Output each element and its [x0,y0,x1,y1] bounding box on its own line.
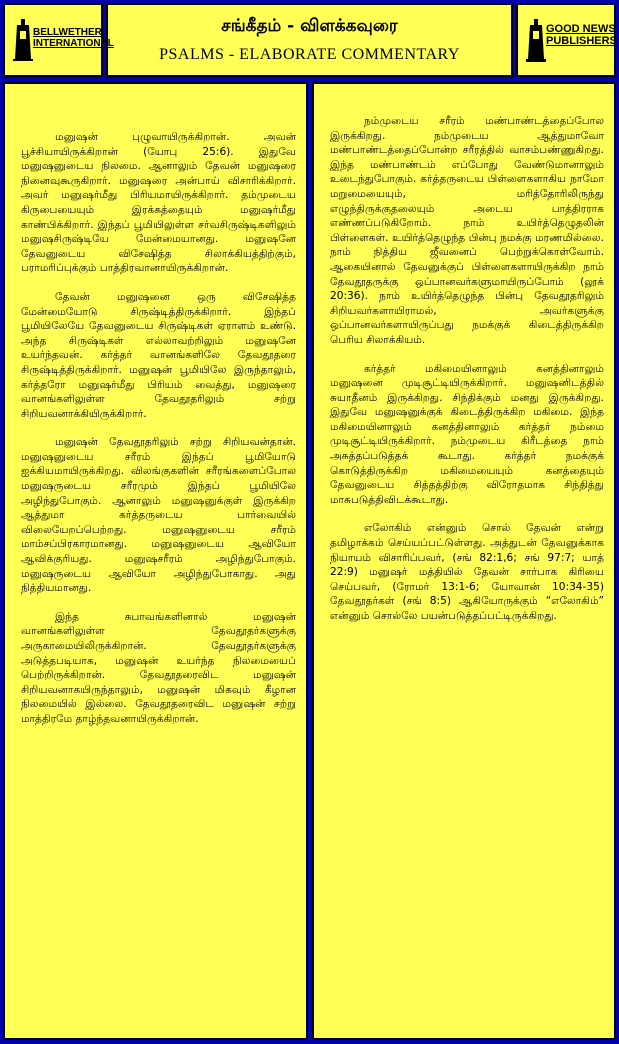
left-paragraph-2: தேவன் மனுஷனை ஒரு விசேஷித்த மேன்மையோடு சிருஷ்டித்திருக்கிறார். இந்தப் பூமியிலேயே தேவனுடைய சிருஷ்டிகள் ஏராளம் உண்டு. அந்த சிருஷ்டிகள் எல்லாவற்றிலும் மனுஷனே உயர்ந்தவன். கர்த்தர் வானங்களிலே தேவதூதரை சிருஷ்டித்திருக்கிறார். மனுஷன் பூமியிலே இருந்தாலும், கர்த்தரோ மனுஷர்மீது பிரியம் வைத்து, மனுஷரை வானங்களிலுள்ள தேவதூதரிலும் சற்று சிறியவனாக்கியிருக்கிறார். [21,290,296,420]
bell-tower-icon [13,19,33,61]
title-box [106,3,513,77]
left-paragraph-4: இந்த சுபாவங்களினால் மனுஷன் வானங்களிலுள்ள தேவதூதர்களுக்கு அருகாமையிலிருக்கிறான். தேவதூதர்களுக்கு அடுத்தபடியாக, மனுஷன் உயர்ந்த நிலமையைப் பெற்றிருக்கிறான். தேவதூதரைவிட மனுஷன் சிறியவனாகயிருந்தாலும், மனுஷன் மிகவும் கீழான நிலமையில் இல்லை. தேவதூதரைவிட மனுஷன் சற்று மாத்திரமே தாழ்ந்தவனாயிருக்கிறான். [21,610,296,725]
left-column [3,82,308,1040]
good-news-logo [516,3,616,77]
page-title-english: PSALMS - ELABORATE COMMENTARY [159,46,460,63]
left-paragraph-3: மனுஷன் தேவதூதரிலும் சற்று சிறியவன்தான். மனுஷனுடைய சரீரம் இந்தப் பூமியோடு ஐக்கியமாயிருக்கிறது. விலங்குகளின் சரீரங்களைப்போல மனுஷருடைய சரீரமும் இந்தப் பூமியிலே அழிந்துபோகும். ஆனாலும் மனுஷனுக்குள் இருக்கிற ஆத்துமா கர்த்தருடைய பார்வையில் விலையேறப்பெற்றது. மனுஷனுடைய சரீரம் மாம்சப்பிரகாரமானது. மனுஷனுடைய ஆவியோ ஆவிக்குரியது. மனுஷசரீரம் அழிந்துபோகும். மனுஷருடைய ஆவியோ அழிந்துபோகாது. அது நித்தியமானது. [21,436,296,595]
right-column [312,82,616,1040]
left-paragraph-1: மனுஷன் புழுவாயிருக்கிறான். அவன் பூச்சியாயிருக்கிறான் (யோபு 25:6). இதுவே மனுஷனுடைய நிலமை. ஆனாலும் தேவன் மனுஷரை நினைவுகூருகிறார். மனுஷரை அன்பாய் விசாரிக்கிறார். அவர் மனுஷர்மீது பிரியமாயிருக்கிறார். தம்முடைய கிருபையையும் இரக்கத்தையும் மனுஷர்மீது காண்பிக்கிறார். இந்தப் பூமியிலுள்ள சர்வசிருஷ்டிகளிலும் மனுஷசிருஷ்டியே மேன்மையானது. மனுஷனே தேவனுடைய விசேஷித்த சிலாக்கியத்திற்கும், பராமரிப்புக்கும் பாத்திரவானாயிருக்கிறான். [21,131,296,275]
good-news-line1: GOOD NEWS [546,23,616,35]
bellwether-line1: BELLWETHER [33,27,102,38]
bellwether-logo-text [33,27,114,49]
bell-tower-icon-right [526,19,546,63]
page-title-tamil: சங்கீதம் - விளக்கவுரை [221,16,398,36]
right-paragraph-1: நம்முடைய சரீரம் மண்பாண்டத்தைப்போல இருக்கிறது. நம்முடைய ஆத்துமாவோ மண்பாண்டத்தைப்போன்ற சரீரத்தில் வாசம்பண்ணுகிறது. இந்த மண்பாண்டம் எப்போது வேண்டுமானாலும் உடைந்துபோகும். கர்த்தருடைய பிள்ளைகளாகிய நாமோ மறுமையையும், மரித்தோரிலிருந்து எழுந்திருக்குதலையும் அடைய பாத்திரராக எண்ணப்படுகிறோம். நாம் உயிர்த்தெழுதலின் பிள்ளைகள். உயிர்த்தெழுந்த பின்பு நமக்கு மரணமில்லை. நாம் நித்திய ஜீவனைப் பெற்றுக்கொள்வோம். ஆகையினால் தேவனுக்குப் பிள்ளைகளாயிருக்கிற நாம் தேவதூதருக்கு ஒப்பானவர்களுமாயிருப்போம் (லூக் 20:36). நாம் உயிர்த்தெழுந்த பின்பு தேவதூதரிலும் சிறியவர்களாயிராமல், அவர்களுக்கு ஒப்பானவர்களாயிருப்பது நமக்குக் கிடைத்திருக்கிற பெரிய சிலாக்கியம். [330,115,604,346]
bellwether-line2: INTERNATIONAL [33,38,114,49]
good-news-line2: PUBLISHERS [546,35,617,47]
header [3,3,616,77]
right-paragraph-3: எலோகிம் என்னும் சொல் தேவன் என்று தமிழாக்கம் செய்யப்பட்டுள்ளது. அத்துடன் தேவனுக்காக நியாயம் விசாரிப்பவர், (சங் 82:1,6; சங் 97:7; யாத் 22:9) மனுஷர் மத்தியில் தேவன் சார்பாக கிரியை செய்பவர், (ரோமர் 13:1-6; யோவான் 10:34-35) தேவதூதர்கள் (சங் 8:5) ஆகியோருக்கும் “எலோகிம்” என்னும் சொல்லே பயன்படுத்தப்பட்டிருக்கிறது. [330,522,604,622]
right-paragraph-2: கர்த்தர் மகிமையினாலும் கனத்தினாலும் மனுஷனை முடிசூட்டியிருக்கிறார். மனுஷனிடத்தில் சுயாதீனம் இருக்கிறது. சிந்திக்கும் மனது இருக்கிறது. இதுவே மனுஷனுக்குக் கிடைத்திருக்கிற மகிமை. இந்த மகிமையினாலும் கனத்தினாலும் கர்த்தர் நம்மை முடிசூட்டியிருக்கிறார். நம்முடைய கிரீடத்தை நாம் அசுத்தப்படுத்தக் கூடாது. கர்த்தர் நமக்குக் கொடுத்திருக்கிற மகிமையையும் கனத்தையும் தேவனுடைய சித்தத்திற்கு விரோதமாக சிந்தித்து மாசுபடுத்திவிடக்கூடாது. [330,362,604,506]
bellwether-logo [3,3,114,77]
good-news-logo-text [546,23,617,47]
